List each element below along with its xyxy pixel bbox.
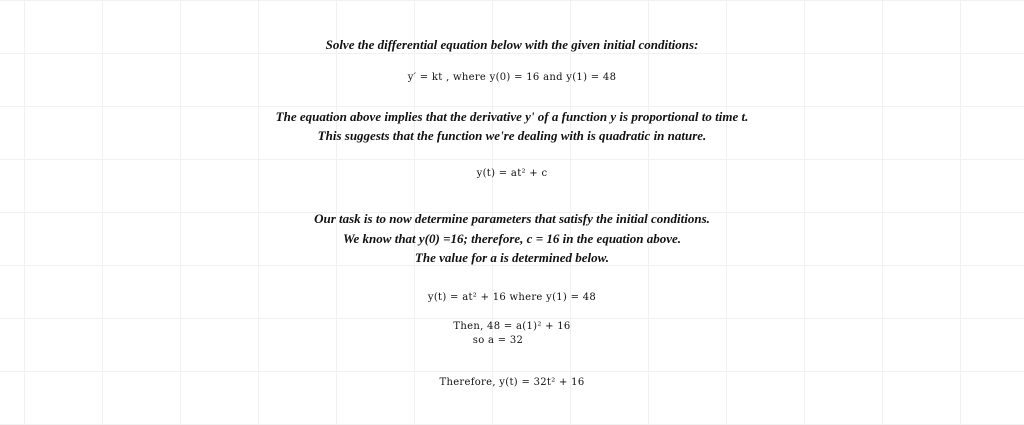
explanation-line-1: The equation above implies that the derivative y' of a function y is proportional to time t. — [275, 109, 749, 124]
problem-instruction: Solve the differential equation below with the given initial conditions: — [325, 37, 699, 52]
explanation-line-2: This suggests that the function we're dealing with is quadratic in nature. — [317, 128, 707, 143]
differential-equation: y′ = kt , where y(0) = 16 and y(1) = 48 — [407, 72, 617, 83]
task-line-2: We know that y(0) =16; therefore, c = 16 in the equation above. — [342, 231, 682, 246]
substituted-equation: y(t) = at² + 16 where y(1) = 48 — [427, 292, 597, 303]
task-line-3: The value for a is determined below. — [414, 250, 610, 265]
task-line-1: Our task is to now determine parameters that satisfy the initial conditions. — [314, 211, 710, 226]
final-answer: Therefore, y(t) = 32t² + 16 — [439, 377, 585, 388]
work-step-2: so a = 32 — [472, 335, 524, 346]
work-step-1: Then, 48 = a(1)² + 16 — [453, 321, 571, 332]
general-solution-form: y(t) = at² + c — [476, 168, 548, 179]
